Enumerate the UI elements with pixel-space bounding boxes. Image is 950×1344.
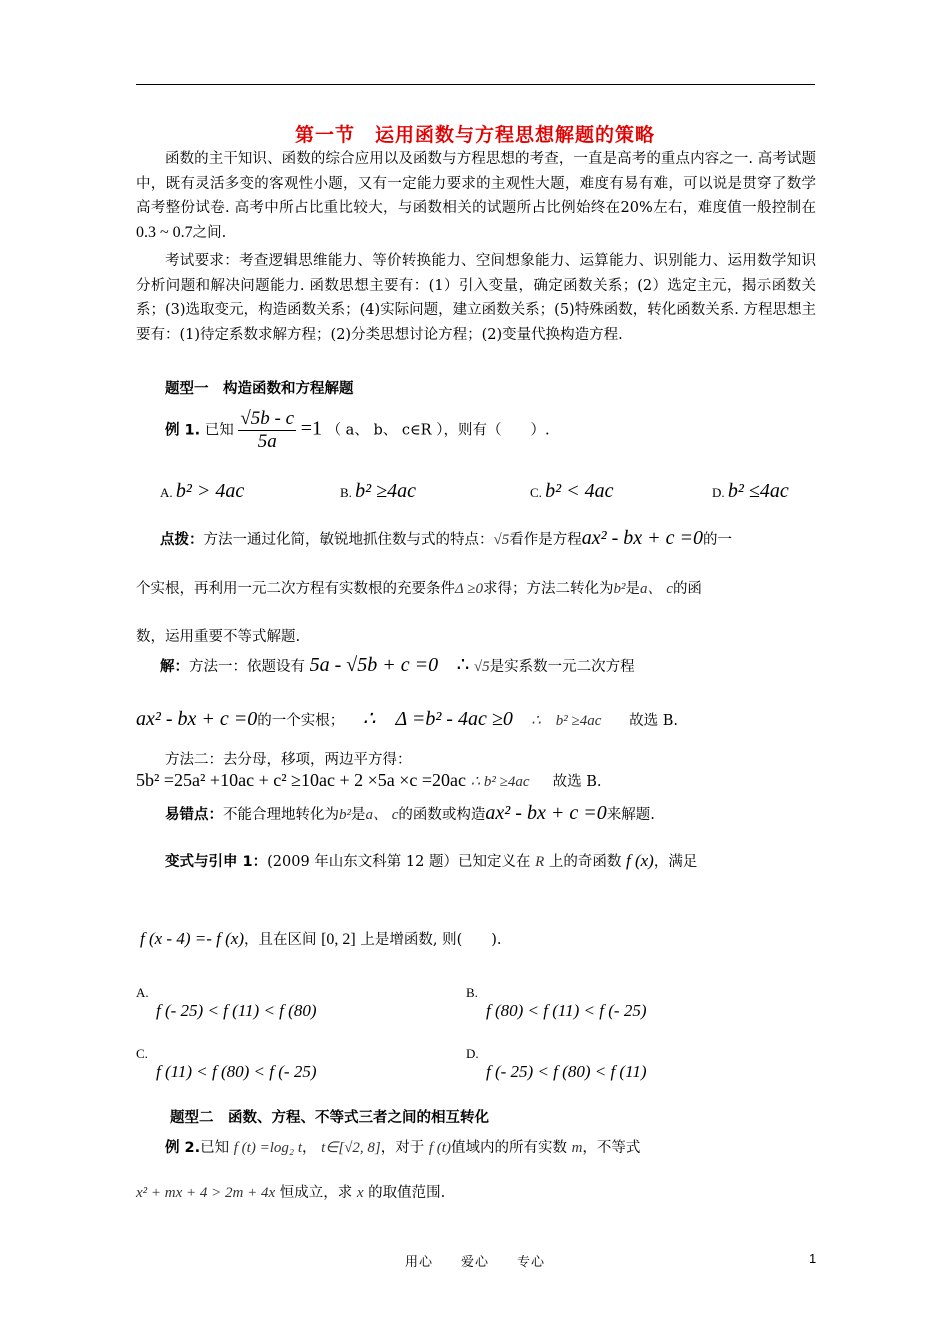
pitfall-text: 不能合理地转化为: [223, 807, 339, 823]
example1-option-b: [340, 480, 416, 503]
header-rule: [136, 84, 815, 85]
variant-text: 上的奇函数: [548, 854, 622, 870]
hint-math: a、 c: [640, 581, 673, 597]
option-expr: b² ≥4ac: [355, 480, 417, 502]
pitfall-label: 易错点：: [165, 807, 223, 823]
example2-line-1: [165, 1136, 640, 1157]
option-expr: f (- 25) < f (11) < f (80): [156, 1001, 317, 1020]
solution-text: 方法一：依题设有: [189, 659, 305, 675]
option-letter: C.: [136, 1046, 148, 1061]
example2-text: 的取值范围.: [368, 1185, 446, 1201]
example2-label: 例 2.: [165, 1140, 201, 1156]
hint-math: b²: [613, 581, 626, 597]
option-letter: B.: [466, 985, 478, 1000]
pitfall-math: a、 c: [365, 807, 399, 823]
hint-text: 求得；方法二转化为: [483, 581, 614, 597]
example2-math: x² + mx + 4 > 2m + 4x: [136, 1185, 276, 1201]
intro-text: 函数的主干知识、函数的综合应用以及函数与方程思想的考查，一直是高考的重点内容之一. 高考试题中，既有灵活多变的客观性小题，又有一定能力要求的主观性大题，难度有易有难，可以说是贯穿了数学高考整份试卷. 高考中所占比重比较大，与函数相关的试题所占比例始终在20%左右，难度值一般控制在: [136, 151, 816, 216]
example2-text: ，: [302, 1140, 317, 1156]
example2-text: ，不等式: [582, 1140, 641, 1156]
variant-option-c: [136, 1046, 316, 1082]
solution-math: ax² - bx + c =0: [136, 708, 258, 730]
hint-text: 方法一通过化简，敏锐地抓住数与式的特点：: [203, 532, 494, 548]
variant-line-1: [165, 850, 697, 871]
example2-math: f (t): [428, 1140, 451, 1156]
hint-label: 点拨：: [160, 532, 204, 548]
variant-text: 上是增函数, 则( ).: [360, 932, 502, 948]
therefore-symbol: ∴: [456, 654, 470, 676]
example1-lead: 已知: [204, 422, 234, 439]
intro-range: 0.3 ~ 0.7: [136, 223, 193, 241]
solution-line-4: [136, 770, 602, 791]
option-letter: D.: [712, 485, 725, 500]
hint-math: Δ ≥0: [455, 581, 484, 597]
solution-text: 故选 B.: [629, 713, 678, 729]
variant-label: 变式与引申 1：: [165, 854, 268, 870]
hint-line-2: [136, 577, 702, 598]
variant-text: ，且在区间: [243, 932, 317, 948]
fraction-denominator: 5a: [257, 431, 277, 452]
option-expr: f (11) < f (80) < f (- 25): [156, 1062, 317, 1081]
solution-math: ∴ Δ =b² - 4ac ≥0: [362, 708, 513, 730]
example1-line: [165, 408, 550, 453]
hint-text: 看作是方程: [509, 532, 582, 548]
hint-line-3: 数，运用重要不等式解题.: [136, 629, 301, 645]
section-title: 第一节 运用函数与方程思想解题的策略: [294, 124, 655, 146]
option-letter: A.: [136, 985, 149, 1000]
variant-math: [0, 2]: [321, 931, 356, 948]
page-number: 1: [809, 1251, 817, 1266]
pitfall-math: b²: [339, 807, 351, 823]
pitfall-text: 的函数或构造: [398, 807, 486, 823]
pitfall-text: 是: [351, 807, 366, 823]
variant-option-a: [136, 985, 316, 1021]
hint-text: 的一: [703, 532, 733, 548]
example1-option-d: [712, 480, 789, 503]
pitfall-math: ax² - bx + c =0: [485, 802, 607, 824]
variant-math: R: [535, 854, 545, 870]
solution-math: ∴ b² ≥4ac: [531, 713, 602, 729]
hint-math: ax² - bx + c =0: [581, 527, 704, 549]
variant-option-b: [466, 985, 646, 1021]
example1-option-c: [530, 480, 614, 503]
solution-text: 是实系数一元二次方程: [489, 659, 635, 675]
page-footer: 用心 爱心 专心: [404, 1255, 545, 1270]
solution-line-3: 方法二：去分母，移项，两边平方得：: [165, 752, 412, 768]
hint-text: 个实根，再利用一元二次方程有实数根的充要条件: [136, 581, 455, 597]
example2-math: x: [356, 1185, 364, 1201]
option-letter: D.: [466, 1046, 479, 1061]
option-expr: b² < 4ac: [545, 480, 614, 502]
solution-math: 5b² =25a² +10ac + c² ≥10ac + 2 ×5a ×c =20ac: [136, 770, 467, 790]
variant-math: f (x - 4) =- f (x): [140, 929, 244, 948]
requirements-text: 考试要求：考查逻辑思维能力、等价转换能力、空间想象能力、运算能力、识别能力、运用数学知识分析问题和解决问题能力. 函数思想主要有：(1）引入变量，确定函数关系；(2）选定主元，揭示函数关系；(3)选取变元，构造函数关系；(4)实际问题，建立函数关系；(5)特殊函数，转化函数关系. 方程思想主要有：(1)待定系数求解方程；(2)分类思想讨论方程；(2)变量代换构造方程.: [136, 253, 816, 343]
pitfall-line: [165, 802, 655, 825]
option-expr: f (- 25) < f (80) < f (11): [486, 1062, 647, 1081]
intro-paragraph: [136, 147, 816, 245]
hint-text: 的函: [672, 581, 702, 597]
example1-cond: （ a、 b、 c∈R ），则有（ ）.: [326, 422, 550, 439]
example2-line-2: [136, 1181, 445, 1202]
example1-label: 例 1.: [165, 422, 201, 439]
solution-math: √5: [473, 659, 490, 675]
example1-option-a: [160, 480, 244, 503]
requirements-paragraph: [136, 249, 816, 347]
solution-label: 解：: [160, 659, 189, 675]
example2-text: 已知: [200, 1140, 230, 1156]
solution-text: 故选 B.: [552, 774, 602, 790]
section2-heading: 题型二 函数、方程、不等式三者之间的相互转化: [170, 1110, 489, 1126]
fraction-numerator: √5b - c: [240, 408, 295, 429]
hint-line-1: [160, 527, 732, 550]
solution-math: ∴ b² ≥4ac: [470, 774, 530, 790]
variant-option-d: [466, 1046, 646, 1082]
example2-math: f (t) =log₂ t: [233, 1140, 303, 1156]
variant-math: f (x): [625, 851, 654, 870]
example2-math: m: [571, 1140, 583, 1156]
pitfall-text: 来解题.: [606, 807, 655, 823]
example1-eq: =1: [300, 417, 322, 440]
option-letter: B.: [340, 485, 352, 500]
option-letter: A.: [160, 485, 173, 500]
example1-fraction: [238, 408, 296, 453]
variant-line-2: [140, 928, 502, 949]
solution-math: 5a - √5b + c =0: [309, 654, 439, 676]
option-letter: C.: [530, 485, 542, 500]
solution-text: 的一个实根；: [257, 713, 345, 729]
option-expr: b² > 4ac: [175, 480, 245, 502]
solution-line-1: [160, 652, 635, 677]
intro-end: 之间.: [192, 224, 227, 241]
variant-text: (2009 年山东文科第 12 题）已知定义在: [267, 854, 531, 870]
solution-line-2: [136, 702, 678, 731]
example2-text: 恒成立，求: [279, 1185, 353, 1201]
hint-math: √5: [493, 532, 510, 548]
example2-text: 值域内的所有实数: [450, 1140, 567, 1156]
example2-text: ，对于: [380, 1140, 425, 1156]
hint-text: 是: [625, 581, 641, 597]
option-expr: b² ≤4ac: [727, 480, 789, 502]
example2-math: t∈[√2, 8]: [321, 1140, 381, 1156]
variant-text: ，满足: [653, 854, 698, 870]
section1-heading: 题型一 构造函数和方程解题: [165, 381, 354, 397]
option-expr: f (80) < f (11) < f (- 25): [486, 1001, 647, 1020]
